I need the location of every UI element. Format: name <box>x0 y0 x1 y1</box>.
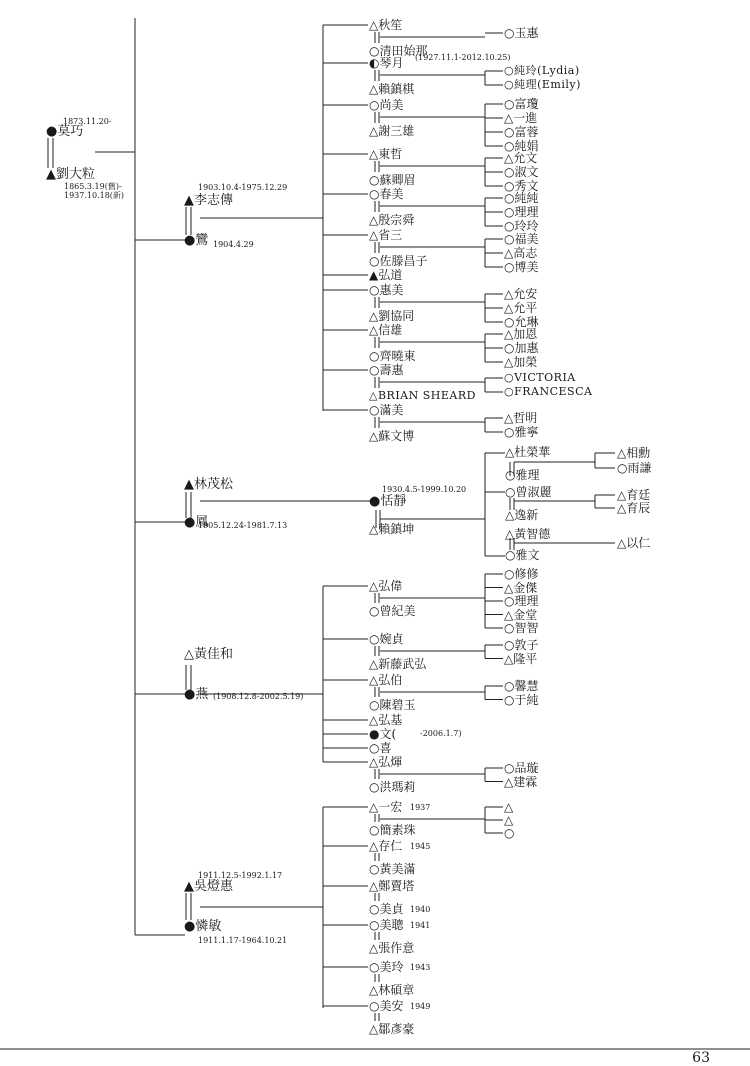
grandchild-node: ○加惠 <box>504 341 539 355</box>
child-node: ○滿美 <box>369 403 404 417</box>
root-husband: ▲劉大粒 <box>46 167 95 182</box>
child-dates: -2006.1.7) <box>420 729 462 738</box>
grandchild-node: ○淑文 <box>504 165 539 179</box>
grandchild-node: △隆平 <box>504 651 538 666</box>
child-node: ○美玲 <box>369 960 404 974</box>
grandchild-node: △ <box>504 813 514 827</box>
branch2-child: ●恬靜 <box>369 494 407 509</box>
branch2-husband: ▲林茂松 <box>184 477 233 492</box>
grandchild-node: △加恩 <box>504 327 538 341</box>
child-node: △弘煇 <box>369 755 403 769</box>
grandchild-node: △允安 <box>504 287 538 301</box>
branch2-wife: ●鳳 <box>184 515 209 530</box>
spouse-node: ○佐滕昌子 <box>369 254 428 268</box>
grandchild-node: △金傑 <box>504 580 538 595</box>
root-husband-dates: 1865.3.19(舊)- <box>64 182 122 191</box>
grandchild-node: △允平 <box>504 301 538 315</box>
grandchild-node: ○理理 <box>504 205 539 219</box>
child-year: 1940 <box>410 905 431 914</box>
great-grandchild-node: △以仁 <box>617 536 651 550</box>
child-dates: (1927.11.1-2012.10.25) <box>415 53 511 62</box>
child-node: ◐琴月 <box>369 56 404 70</box>
spouse-node: ○曾紀美 <box>369 604 416 618</box>
spouse-node: △鄒彥豪 <box>369 1022 415 1036</box>
grandchild-node: ○玉惠 <box>504 26 539 40</box>
spouse-node: ○清田始那 <box>369 44 428 58</box>
grandchild-node: ○智智 <box>504 621 539 635</box>
grandchild-node: △逸新 <box>505 508 539 522</box>
spouse-node: ○洪瑪莉 <box>369 780 416 794</box>
page-number: 63 <box>692 1050 710 1066</box>
grandchild-node: ○FRANCESCA <box>504 385 593 398</box>
child-node: ○尚美 <box>369 98 404 112</box>
spouse-node: △新藤武弘 <box>369 657 427 671</box>
child-year: 1943 <box>410 963 431 972</box>
child-node: ▲弘道 <box>369 268 403 282</box>
spouse-node: △謝三雄 <box>369 124 415 138</box>
child-node: △一宏 <box>369 800 403 814</box>
grandchild-node: ○純玲(Lydia) <box>504 64 580 77</box>
branch4-wife: ●憐敏 <box>184 919 222 934</box>
child-node: ○喜 <box>369 741 392 755</box>
child-node: △信雄 <box>369 323 403 337</box>
child-node: △弘伯 <box>369 673 403 687</box>
root-wife: ●莫巧 <box>46 124 84 139</box>
great-grandchild-node: ○雨謙 <box>617 461 652 475</box>
grandchild-node: ○福美 <box>504 232 539 246</box>
grandchild-node: △建霖 <box>504 774 538 789</box>
branch1-wife-dates: 1904.4.29 <box>213 240 254 249</box>
great-grandchild-node: △相勳 <box>617 446 651 460</box>
great-grandchild-node: △育廷 <box>617 488 651 502</box>
root-husband-dates: 1937.10.18(新) <box>64 191 125 200</box>
grandchild-node: ○曾淑麗 <box>505 485 552 499</box>
grandchild-node: ○敦子 <box>504 638 539 652</box>
child-node: ○美安 <box>369 999 404 1013</box>
grandchild-node: ○理理 <box>504 594 539 608</box>
spouse-node: △劉協同 <box>369 309 415 323</box>
child-node: ●文( <box>369 727 397 741</box>
branch2-wife-dates: 1905.12.24-1981.7.13 <box>198 521 288 530</box>
spouse-node: △賴鎮棋 <box>369 82 415 96</box>
grandchild-node: △ <box>504 800 514 814</box>
grandchild-node: △允文 <box>504 151 538 165</box>
grandchild-node: ○純理(Emily) <box>504 78 581 91</box>
branch1-husband-dates: 1903.10.4-1975.12.29 <box>198 183 288 192</box>
grandchild-node: ○品璇 <box>504 761 539 775</box>
child-node: △東哲 <box>369 147 403 161</box>
grandchild-node: ○雅文 <box>505 548 540 562</box>
child-node: ○婉貞 <box>369 632 404 646</box>
spouse-node: △BRIAN SHEARD <box>369 389 476 402</box>
branch3-husband: △黃佳和 <box>184 647 233 662</box>
grandchild-node: △金堂 <box>504 607 538 622</box>
grandchild-node: ○博美 <box>504 260 539 274</box>
grandchild-node: ○富瓊 <box>504 97 539 111</box>
spouse-node: ○陳碧玉 <box>369 698 416 712</box>
grandchild-node: ○允琳 <box>504 315 539 329</box>
child-node: △弘偉 <box>369 579 403 593</box>
child-node: ○春美 <box>369 187 404 201</box>
child-year: 1937 <box>410 803 431 812</box>
branch3-wife: ●燕 <box>184 687 209 702</box>
grandchild-node: △加榮 <box>504 355 538 369</box>
grandchild-node: ○純純 <box>504 191 539 205</box>
grandchild-node: △哲明 <box>504 411 538 425</box>
branch2-child-spouse: △賴鎮坤 <box>369 522 415 536</box>
child-node: △鄭賣塔 <box>369 879 415 893</box>
child-node: ○壽惠 <box>369 363 404 377</box>
child-node: ○美聰 <box>369 918 404 932</box>
branch2-child-dates: 1930.4.5-1999.10.20 <box>382 485 467 494</box>
branch4-husband-dates: 1911.12.5-1992.1.17 <box>198 871 283 880</box>
great-grandchild-node: △育辰 <box>617 501 651 515</box>
spouse-node: △林碩章 <box>369 983 415 997</box>
grandchild-node: △一進 <box>504 111 538 125</box>
grandchild-node: ○純娟 <box>504 139 539 153</box>
grandchild-node: ○秀文 <box>504 179 539 193</box>
branch4-wife-dates: 1911.1.17-1964.10.21 <box>198 936 288 945</box>
branch1-husband: ▲李志傳 <box>184 193 233 208</box>
child-node: △弘基 <box>369 713 403 727</box>
grandchild-node: △高志 <box>504 246 538 260</box>
branch4-husband: ▲吳燈惠 <box>184 879 233 894</box>
branch1-wife: ●鸞 <box>184 233 209 248</box>
grandchild-node: ○VICTORIA <box>504 371 576 384</box>
child-node: △秋笙 <box>369 18 403 32</box>
spouse-node: ○黃美滿 <box>369 862 416 876</box>
grandchild-node: ○于純 <box>504 692 539 707</box>
child-node: △存仁 <box>369 839 403 853</box>
child-node: ○惠美 <box>369 283 404 297</box>
child-year: 1945 <box>410 842 431 851</box>
spouse-node: ○簡素珠 <box>369 823 416 837</box>
grandchild-node: ○雅理 <box>505 468 540 482</box>
grandchild-node: ○雅寧 <box>504 425 539 439</box>
spouse-node: △蘇文博 <box>369 429 415 443</box>
child-year: 1949 <box>410 1002 431 1011</box>
grandchild-node: ○修修 <box>504 567 539 581</box>
grandchild-node: ○馨慧 <box>504 679 539 693</box>
grandchild-node: △杜榮華 <box>505 445 551 459</box>
grandchild-node: ○富蓉 <box>504 125 539 139</box>
spouse-node: △殷宗舜 <box>369 213 415 227</box>
child-year: 1941 <box>410 921 431 930</box>
child-node: △省三 <box>369 228 403 242</box>
spouse-node: ○蘇卿眉 <box>369 173 416 187</box>
branch3-wife-dates: (1908.12.8-2002.5.19) <box>213 692 304 701</box>
spouse-node: △張作意 <box>369 941 415 955</box>
spouse-node: ○美貞 <box>369 902 404 916</box>
spouse-node: ○齊曉東 <box>369 349 416 363</box>
grandchild-node: △黃智德 <box>505 527 551 541</box>
root-wife-dates: 1873.11.20- <box>63 117 112 126</box>
grandchild-node: ○ <box>504 826 515 840</box>
grandchild-node: ○玲玲 <box>504 219 539 233</box>
